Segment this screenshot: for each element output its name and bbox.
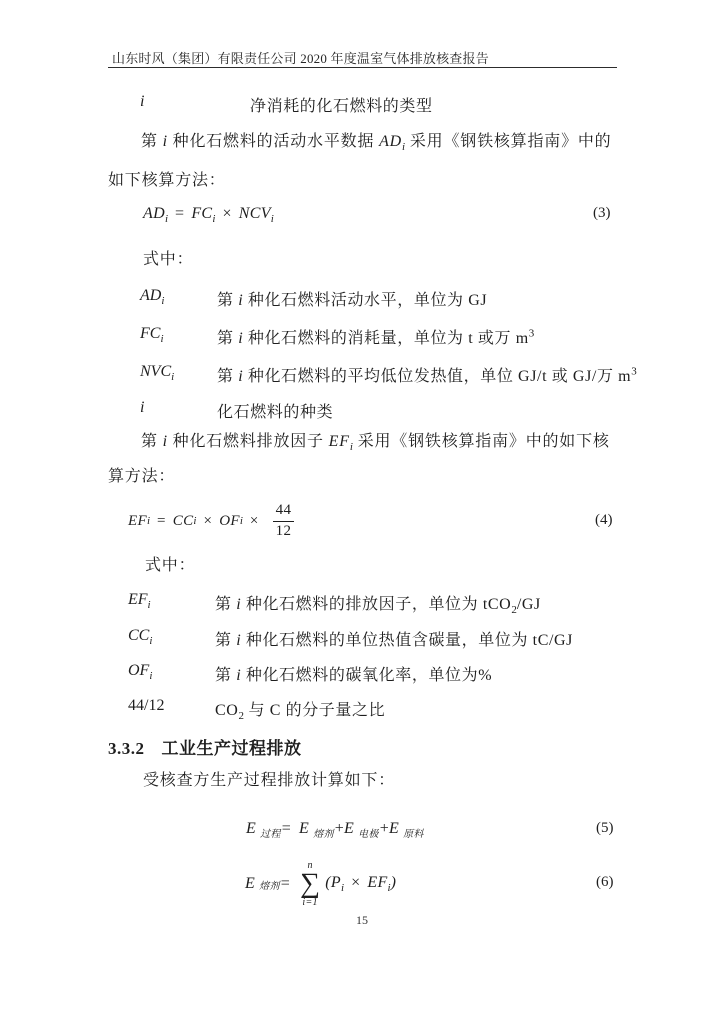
def-term-FCi: $FC_i$ xyxy=(140,325,164,346)
where-label-1: 式中： xyxy=(143,251,194,268)
def-row-ADi xyxy=(140,287,487,312)
header-rule xyxy=(108,67,617,68)
equals-sign: = xyxy=(281,820,292,837)
var-P: P xyxy=(330,873,341,891)
plus-sign: + xyxy=(379,820,390,837)
sum-expression: $(P_i \times EF_i)$ xyxy=(325,873,397,895)
text-segment: 种化石燃料排放因子 xyxy=(167,433,329,450)
section-heading-332 xyxy=(108,734,302,759)
def-term-i: i xyxy=(140,93,145,110)
def-row-44-12 xyxy=(128,697,385,722)
where-label-2: 式中： xyxy=(145,557,196,574)
text-segment: 种化石燃料的活动水平数据 xyxy=(167,133,380,150)
var-NCV-sub: i xyxy=(270,213,274,226)
var-E: E xyxy=(389,820,400,837)
def-row-CCi xyxy=(128,627,573,650)
def-row-OFi xyxy=(128,662,492,685)
paragraph-ef-line2: 算方法： xyxy=(108,468,176,485)
fraction-44-12: $\frac{44}{12}$ xyxy=(273,502,295,540)
sub-electrode: 电极 xyxy=(358,829,379,841)
formula-6-number: (6) xyxy=(596,874,614,890)
def-desc-i: 化石燃料的种类 xyxy=(217,404,334,421)
def-desc-EFi: 第 i 种化石燃料的排放因子，单位为 tCO$_2$/GJ xyxy=(215,596,541,617)
equals-sign: = xyxy=(280,875,291,892)
plus-sign: + xyxy=(334,820,345,837)
multiply-sign: × xyxy=(222,205,232,222)
formula-3-number: (3) xyxy=(593,205,611,221)
formula-6 xyxy=(245,857,396,911)
multiply-sign: × xyxy=(351,873,361,891)
formula-5 xyxy=(246,820,425,840)
var-CC-sub: i xyxy=(193,515,197,527)
var-EF: EF xyxy=(367,873,388,891)
def-desc-44-12: $CO_2$ 与 C 的分子量之比 xyxy=(215,702,386,723)
var-i: i xyxy=(162,133,168,150)
page-header-title: 山东时风（集团）有限责任公司 2020 年度温室气体排放核查报告 xyxy=(112,51,489,66)
var-OF-sub: i xyxy=(239,515,243,527)
def-term-i: i xyxy=(140,399,145,416)
var-i: i xyxy=(162,433,168,450)
var-EF: EF xyxy=(328,433,350,450)
paragraph-ad-line2: 如下核算方法： xyxy=(108,172,226,189)
sub-flux: 熔剂 xyxy=(313,829,334,841)
paragraph-process: 受核查方生产过程排放计算如下： xyxy=(143,772,396,789)
var-E: E xyxy=(245,875,256,892)
def-term-ADi: $AD_i$ xyxy=(140,287,165,308)
var-FC: FC xyxy=(191,205,213,222)
var-NCV: NCV xyxy=(238,205,271,222)
def-row-FCi xyxy=(140,325,534,350)
def-desc-FCi: 第 i 种化石燃料的消耗量，单位为 t 或万 $m^3$ xyxy=(217,327,535,347)
def-term-NVCi: $NVC_i$ xyxy=(140,363,175,384)
text-segment: 第 xyxy=(141,433,163,450)
sub-flux: 熔剂 xyxy=(259,880,280,892)
text-segment: 第 xyxy=(141,133,163,150)
text-segment: 采用《钢铁核算指南》中的如下核 xyxy=(352,433,610,450)
var-CC: CC xyxy=(172,512,194,529)
multiply-sign: × xyxy=(203,512,213,529)
var-AD: AD xyxy=(143,205,165,222)
def-desc-ADi: 第 i 种化石燃料活动水平，单位为 GJ xyxy=(217,292,488,309)
page-number: 15 xyxy=(356,913,368,927)
def-row-fuel-type xyxy=(140,93,433,116)
equals-sign: = xyxy=(175,205,185,222)
sub-rawmaterial: 原料 xyxy=(403,829,424,841)
text-segment: 采用《钢铁核算指南》中的 xyxy=(405,133,612,150)
formula-4 xyxy=(128,497,294,545)
var-EF: EF xyxy=(128,512,147,529)
def-row-i xyxy=(140,399,333,422)
equals-sign: = xyxy=(157,512,166,529)
section-number: 3.3.2 xyxy=(108,739,145,758)
multiply-sign: × xyxy=(249,512,259,529)
var-EF-sub: i xyxy=(146,515,150,527)
var-AD-sub: i xyxy=(402,141,406,154)
var-EF-sub: i xyxy=(349,441,353,454)
var-AD: AD xyxy=(379,133,402,150)
var-AD-sub: i xyxy=(164,213,168,226)
def-term-OFi: $OF_i$ xyxy=(128,662,153,683)
var-E: E xyxy=(246,820,257,837)
sub-process: 过程 xyxy=(260,829,281,841)
var-OF: OF xyxy=(219,512,240,529)
formula-4-number: (4) xyxy=(595,512,613,528)
paragraph-ad-line1 xyxy=(141,132,611,157)
summation-symbol: n ∑ i=1 xyxy=(300,860,321,908)
var-E: E xyxy=(344,820,355,837)
def-term-44-12: 44/12 xyxy=(128,697,165,714)
def-desc-fuel-type: 净消耗的化石燃料的类型 xyxy=(250,98,433,115)
def-desc-NVCi: 第 i 种化石燃料的平均低位发热值，单位 GJ/t 或 GJ/万 $m^3$ xyxy=(217,365,637,385)
def-desc-OFi: 第 i 种化石燃料的碳氧化率，单位为% xyxy=(215,667,493,684)
paragraph-ef-line1 xyxy=(141,432,610,457)
formula-3 xyxy=(143,205,274,225)
def-row-EFi xyxy=(128,591,541,616)
def-term-CCi: $CC_i$ xyxy=(128,627,153,648)
formula-5-number: (5) xyxy=(596,820,614,836)
def-desc-CCi: 第 i 种化石燃料的单位热值含碳量，单位为 tC/GJ xyxy=(215,632,573,649)
def-row-NVCi xyxy=(140,363,637,388)
def-term-EFi: $EF_i$ xyxy=(128,591,151,612)
var-FC-sub: i xyxy=(212,213,216,226)
var-E: E xyxy=(299,820,310,837)
section-title: 工业生产过程排放 xyxy=(161,739,302,758)
